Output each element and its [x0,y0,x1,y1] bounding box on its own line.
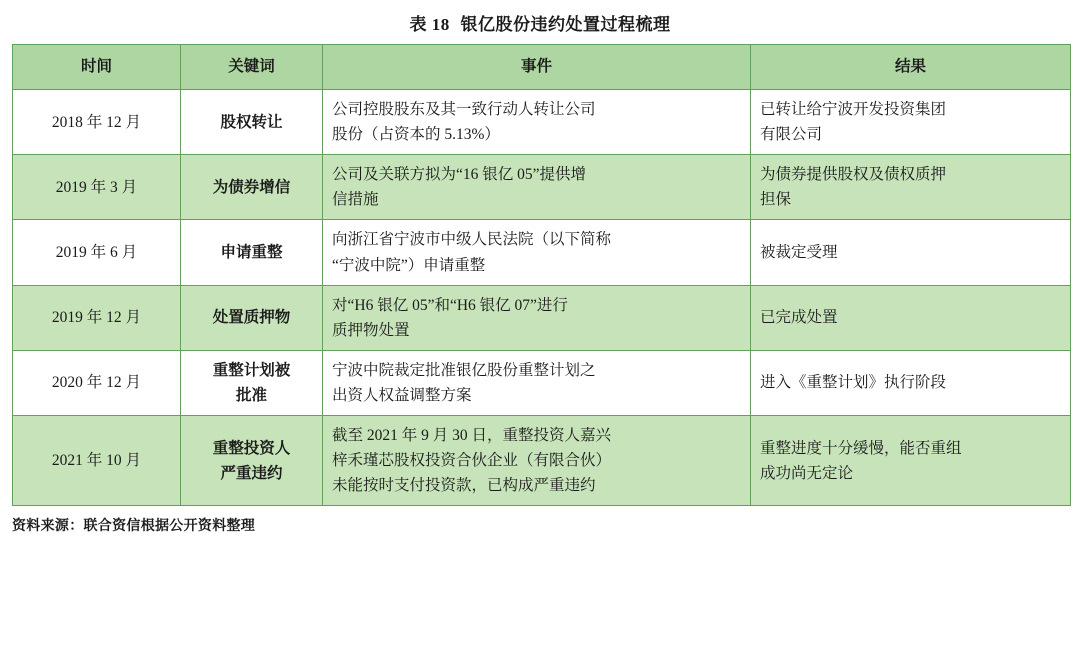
cell-text-line: 出资人权益调整方案 [332,386,472,404]
cell-keyword: 股权转让 [181,90,323,155]
cell-keyword: 申请重整 [181,220,323,285]
table-header [13,45,1071,90]
cell-text-line: 成功尚无定论 [760,464,854,482]
cell-text-line: 重整投资人 [212,439,291,457]
cell-result [751,285,1071,350]
cell-text-line: 信措施 [332,191,379,209]
column-header-time: 时间 [13,45,181,90]
cell-result [751,350,1071,415]
cell-time: 2021 年 10 月 [13,416,181,506]
table-caption: 银亿股份违约处置过程梳理 [460,15,671,34]
cell-text-line: 担保 [760,191,792,209]
cell-event [323,350,751,415]
cell-text-line: 已完成处置 [760,309,838,327]
table-row [13,416,1071,506]
cell-event [323,90,751,155]
cell-time: 2019 年 3 月 [13,155,181,220]
cell-text-line: 向浙江省宁波市中级人民法院（以下简称 [332,231,612,249]
cell-text-line: 严重违约 [220,464,283,482]
source-note: 资料来源：联合资信根据公开资料整理 [12,519,256,535]
cell-result [751,90,1071,155]
cell-time: 2018 年 12 月 [13,90,181,155]
default-table [12,44,1071,506]
cell-result [751,416,1071,506]
table-number: 表 18 [409,15,450,34]
cell-text-line: 已转让给宁波开发投资集团 [760,101,947,118]
cell-text-line: 公司及关联方拟为“16 银亿 05”提供增 [332,166,587,184]
cell-text-line: 有限公司 [760,126,823,144]
table-row [13,220,1071,285]
table-row [13,90,1071,155]
column-header-keyword: 关键词 [181,45,323,90]
table-body [13,90,1071,506]
cell-text-line: 进入《重整计划》执行阶段 [760,374,947,392]
column-header-result: 结果 [751,45,1071,90]
column-header-event: 事件 [323,45,751,90]
cell-keyword [181,416,323,506]
cell-text-line: 重整计划被 [212,361,291,379]
cell-text-line: 重整进度十分缓慢，能否重组 [760,439,962,457]
cell-text-line: 质押物处置 [332,321,410,339]
cell-text-line: 公司控股股东及其一致行动人转让公司 [332,101,596,118]
cell-event [323,416,751,506]
table-row [13,285,1071,350]
cell-event [323,285,751,350]
cell-event [323,220,751,285]
cell-keyword: 为债券增信 [181,155,323,220]
cell-text-line: “宁波中院”）申请重整 [332,256,486,274]
page-title [0,0,1080,44]
cell-time: 2020 年 12 月 [13,350,181,415]
cell-text-line: 梓禾瑾芯股权投资合伙企业（有限合伙） [332,452,612,470]
cell-keyword [181,350,323,415]
cell-text-line: 对“H6 银亿 05”和“H6 银亿 07”进行 [332,296,568,314]
cell-time: 2019 年 6 月 [13,220,181,285]
cell-result [751,220,1071,285]
cell-text-line: 为债券提供股权及债权质押 [760,166,947,184]
cell-text-line: 宁波中院裁定批准银亿股份重整计划之 [332,361,596,379]
cell-time: 2019 年 12 月 [13,285,181,350]
cell-text-line: 股份（占资本的 5.13%） [332,126,500,144]
table-row [13,155,1071,220]
cell-keyword: 处置质押物 [181,285,323,350]
cell-text-line: 截至 2021 年 9 月 30 日，重整投资人嘉兴 [332,427,612,445]
cell-result [751,155,1071,220]
cell-text-line: 批准 [235,386,267,404]
table-header-row [13,45,1071,90]
cell-text-line: 未能按时支付投资款，已构成严重违约 [332,477,596,495]
table-row [13,350,1071,415]
cell-event [323,155,751,220]
cell-text-line: 被裁定受理 [760,243,838,261]
